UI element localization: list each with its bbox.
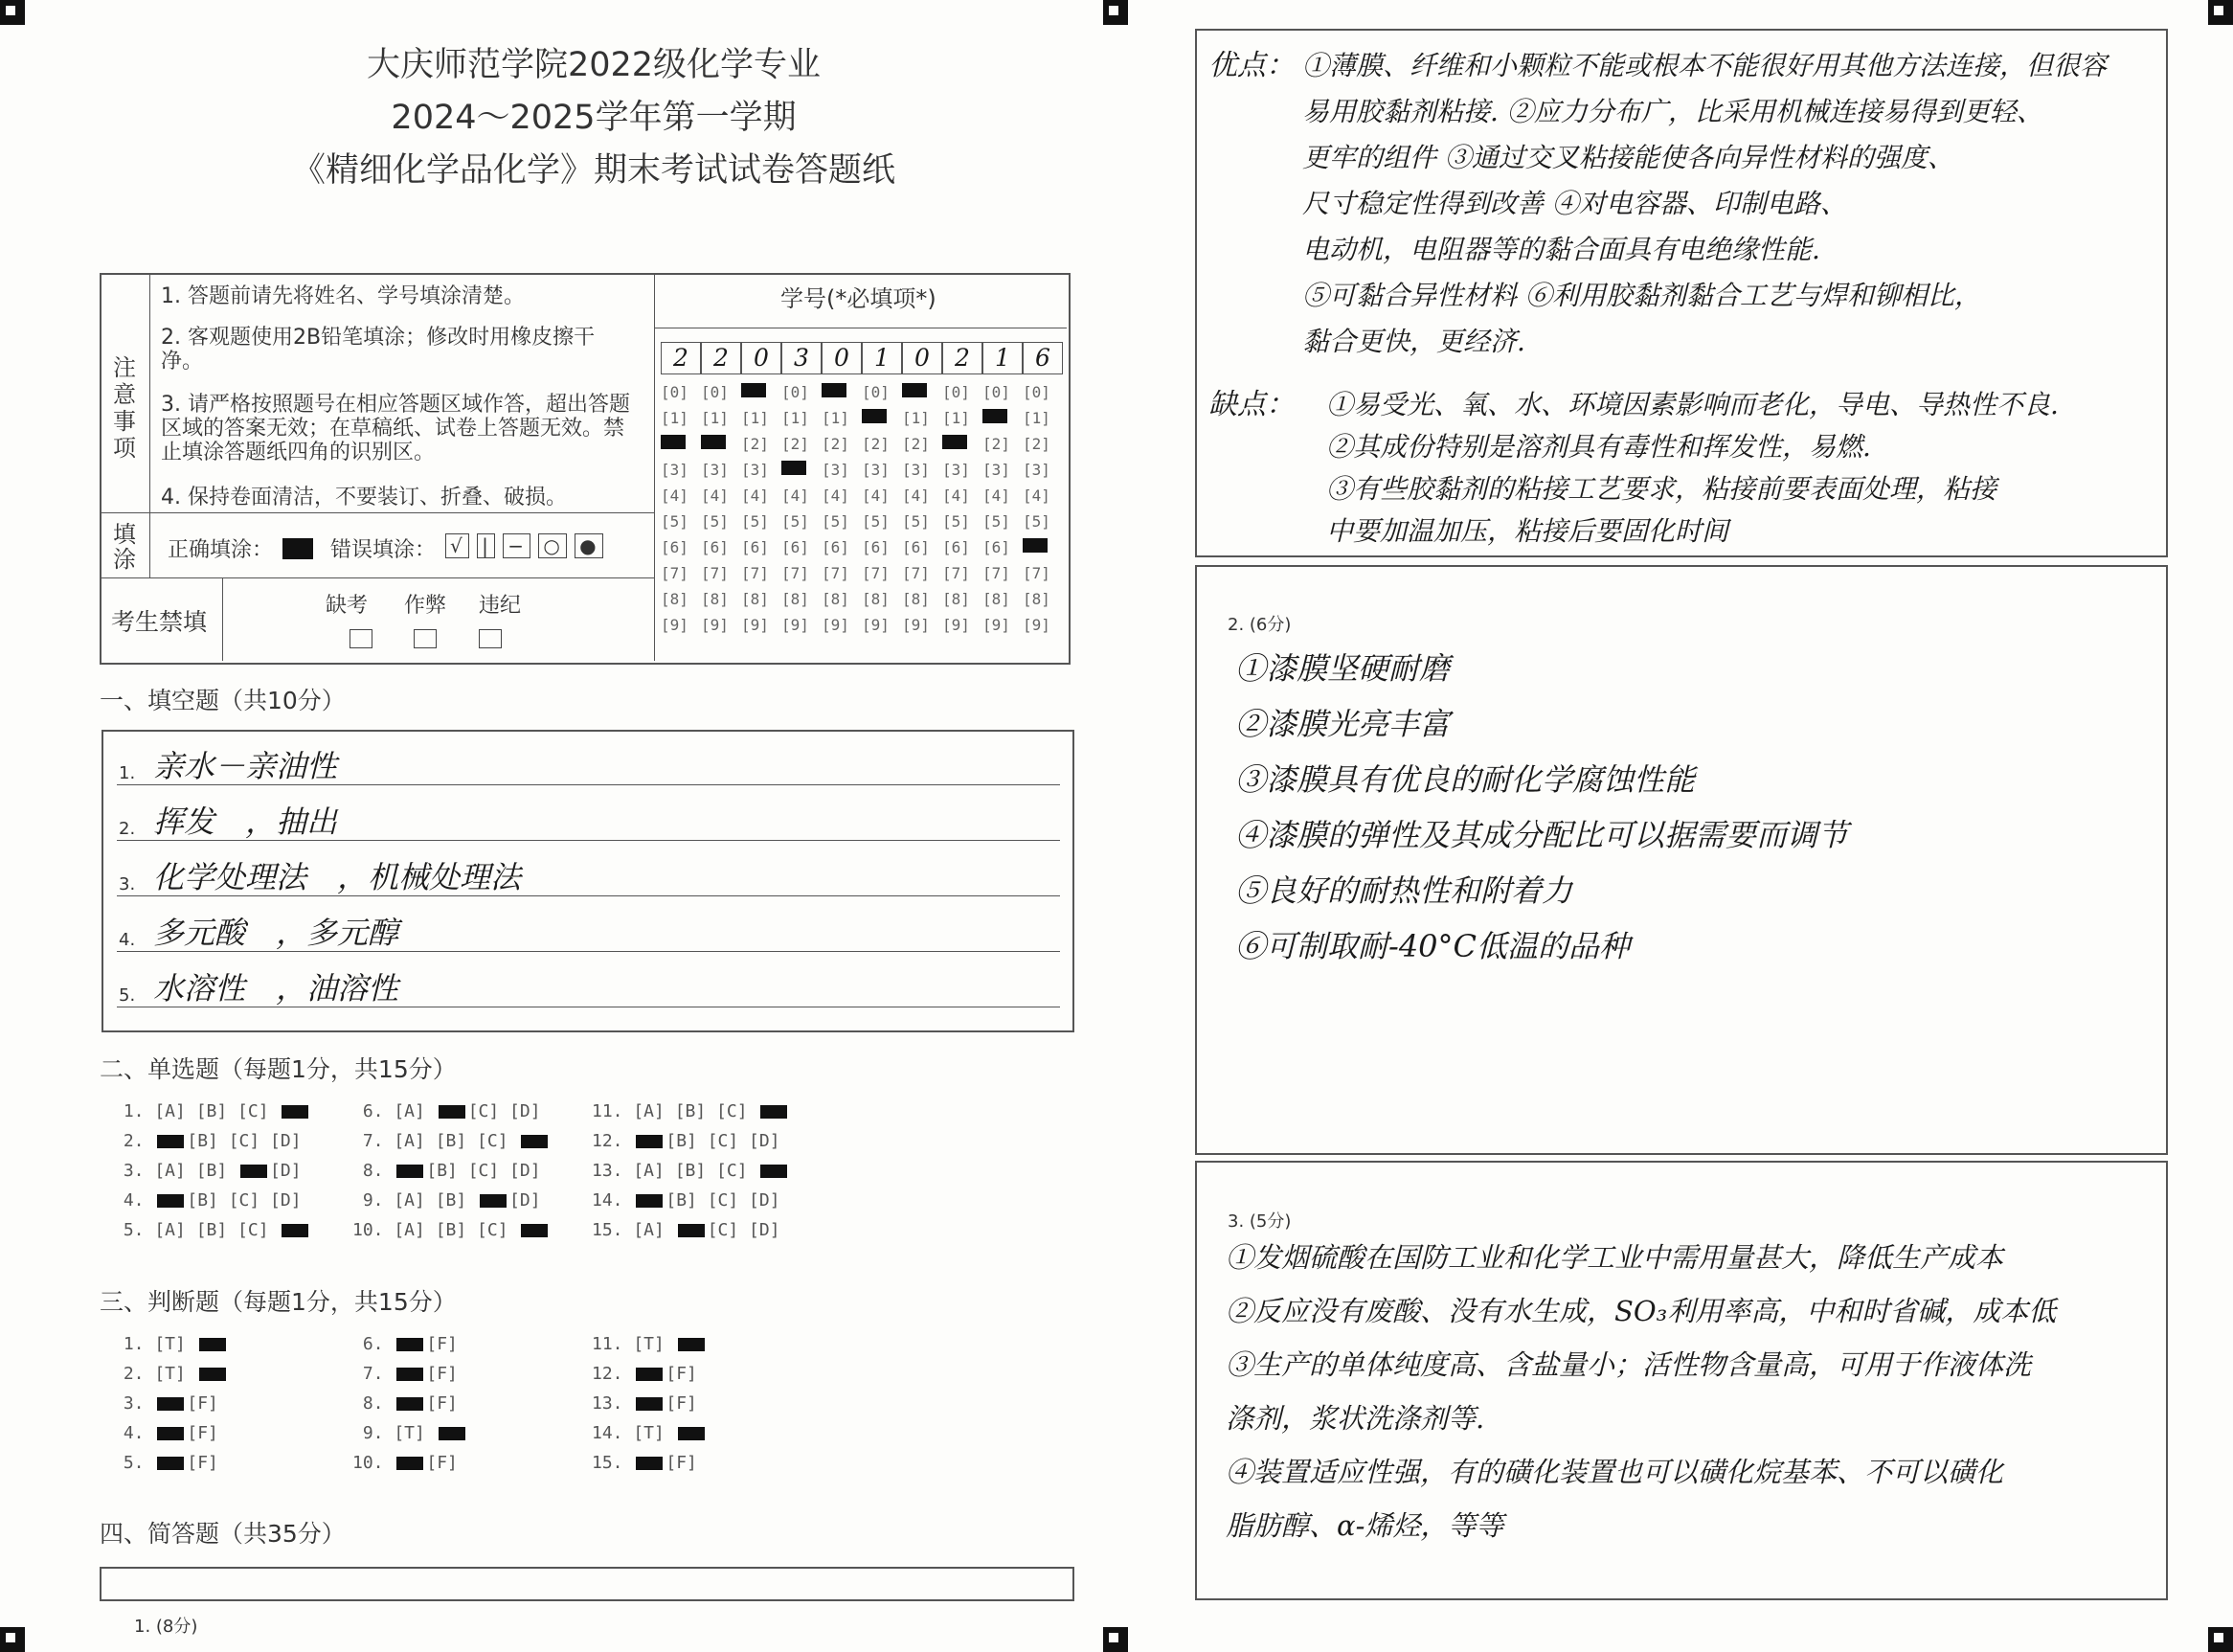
student-id-bubble[interactable]: [7]: [1023, 564, 1050, 582]
student-id-bubble[interactable]: [7]: [661, 564, 688, 582]
section4-title: 四、简答题（共35分）: [100, 1520, 346, 1548]
correct-fill-label: 正确填涂：: [168, 538, 274, 562]
student-id-bubble[interactable]: [8]: [982, 590, 1010, 608]
student-id-digit: 1: [862, 342, 902, 374]
student-id-bubble[interactable]: [7]: [741, 564, 769, 582]
student-id-bubble[interactable]: [6]: [942, 538, 970, 556]
ban-checkbox-absent[interactable]: [350, 629, 372, 648]
section3-title: 三、判断题（每题1分，共15分）: [100, 1288, 457, 1316]
mcq-item[interactable]: 12. [B] [C] [D]: [592, 1131, 791, 1151]
student-id-bubble[interactable]: [7]: [862, 564, 890, 582]
student-id-bubble[interactable]: [7]: [781, 564, 809, 582]
student-id-bubble[interactable]: [4]: [862, 487, 890, 505]
mcq-item[interactable]: 14. [B] [C] [D]: [592, 1190, 791, 1211]
student-id-digit: 0: [741, 342, 781, 374]
fill-label: 填涂: [113, 521, 136, 573]
student-id-bubble[interactable]: [4]: [661, 487, 688, 505]
notice-item-4: 4. 保持卷面清洁，不要装订、折叠、破损。: [161, 486, 567, 509]
pros-line: 黏合更快，更经济.: [1302, 326, 1525, 357]
student-id-bubble[interactable]: [4]: [1023, 487, 1050, 505]
student-id-digit: 2: [661, 342, 701, 374]
student-id-bubble[interactable]: [6]: [862, 538, 890, 556]
mcq-item[interactable]: 13. [A] [B] [C]: [592, 1161, 790, 1181]
tf-item[interactable]: 5. [F]: [113, 1453, 229, 1473]
student-id-bubble[interactable]: [9]: [741, 616, 769, 634]
cons-line: ①易受光、氧、水、环境因素影响而老化，导电、导热性不良.: [1326, 389, 2059, 420]
pros-line: 电动机，电阻器等的黏合面具有电绝缘性能.: [1302, 234, 1820, 265]
student-id-bubble[interactable]: [8]: [902, 590, 930, 608]
student-id-bubble[interactable]: [2]: [1023, 435, 1050, 453]
notice-item-2: 2. 客观题使用2B铅笔填涂；修改时用橡皮擦干净。: [161, 326, 596, 373]
q3-answer-line: 脂肪醇、α-烯烃，等等: [1226, 1509, 1504, 1542]
mcq-item[interactable]: 4. [B] [C] [D]: [113, 1190, 312, 1211]
student-id-bubble[interactable]: [4]: [942, 487, 970, 505]
blank-line: [117, 951, 1060, 952]
pros-label: 优点：: [1208, 49, 1295, 82]
student-id-bubble[interactable]: [2]: [862, 435, 890, 453]
q3-answer-line: ①发烟硫酸在国防工业和化学工业中需用量甚大，降低生产成本: [1226, 1241, 2004, 1274]
student-id-bubble[interactable]: [2]: [781, 435, 809, 453]
tf-item[interactable]: 12. [F]: [592, 1364, 708, 1384]
ban-label: 考生禁填: [111, 608, 208, 636]
mcq-item[interactable]: 7. [A] [B] [C]: [352, 1131, 551, 1151]
student-id-bubble[interactable]: [7]: [982, 564, 1010, 582]
blank-answer: 亲水－亲油性: [153, 748, 338, 784]
mcq-item[interactable]: 2. [B] [C] [D]: [113, 1131, 312, 1151]
blank-answer: 水溶性 ，油溶性: [153, 970, 399, 1007]
mcq-item[interactable]: 8. [B] [C] [D]: [352, 1161, 552, 1181]
student-id-bubble[interactable]: [8]: [1023, 590, 1050, 608]
tf-item[interactable]: 7. [F]: [352, 1364, 468, 1384]
tf-item[interactable]: 11. [T]: [592, 1334, 708, 1354]
student-id-bubble[interactable]: [4]: [982, 487, 1010, 505]
corner-marker-bm: [1103, 1627, 1128, 1652]
mcq-item[interactable]: 9. [A] [B] [D]: [352, 1190, 552, 1211]
student-id-bubble[interactable]: [781, 461, 806, 479]
corner-marker-tr: [2208, 0, 2233, 25]
q3-answer-line: ③生产的单体纯度高、含盐量小；活性物含量高，可用于作液体洗: [1226, 1348, 2032, 1381]
blank-number: 2.: [119, 819, 136, 839]
student-id-bubble[interactable]: [9]: [982, 616, 1010, 634]
student-id-bubble[interactable]: [3]: [701, 461, 729, 479]
blank-answer: 化学处理法 ，机械处理法: [153, 859, 522, 895]
student-id-bubble[interactable]: [6]: [661, 538, 688, 556]
student-id-bubble[interactable]: [5]: [701, 512, 729, 531]
header-line1: 大庆师范学院2022级化学专业: [366, 46, 822, 84]
section1-title: 一、填空题（共10分）: [100, 687, 346, 714]
student-id-bubble[interactable]: [4]: [902, 487, 930, 505]
student-id-bubble[interactable]: [0]: [942, 383, 970, 401]
student-id-bubble[interactable]: [3]: [661, 461, 688, 479]
q2-label: 2. (6分): [1228, 615, 1292, 635]
q2-answer-line: ④漆膜的弹性及其成分配比可以据需要而调节: [1235, 817, 1849, 853]
student-id-bubble[interactable]: [4]: [822, 487, 849, 505]
blank-number: 1.: [119, 763, 136, 783]
ban-checkbox-violation[interactable]: [479, 629, 502, 648]
blank-answer: 多元酸 ，多元醇: [153, 915, 399, 951]
student-id-bubble[interactable]: [1]: [902, 409, 930, 427]
student-id-bubble[interactable]: [8]: [701, 590, 729, 608]
ban-item-absent: 缺考: [326, 594, 369, 618]
tf-item[interactable]: 9. [T]: [352, 1423, 468, 1443]
correct-fill-sample: [282, 538, 313, 559]
student-id-bubble[interactable]: [2]: [982, 435, 1010, 453]
student-id-bubble[interactable]: [7]: [902, 564, 930, 582]
student-id-bubble[interactable]: [9]: [942, 616, 970, 634]
mcq-item[interactable]: 3. [A] [B] [D]: [113, 1161, 312, 1181]
blank-line: [117, 784, 1060, 785]
student-id-bubble[interactable]: [862, 409, 887, 427]
student-id-bubble[interactable]: [6]: [741, 538, 769, 556]
pros-line: ⑤可黏合异性材料 ⑥利用胶黏剂黏合工艺与焊和铆相比，: [1302, 280, 1981, 311]
ban-item-cheat: 作弊: [404, 594, 447, 618]
student-id-bubble[interactable]: [701, 435, 726, 453]
student-id-bubble[interactable]: [1]: [701, 409, 729, 427]
student-id-bubble[interactable]: [0]: [1023, 383, 1050, 401]
student-id-bubble[interactable]: [1]: [781, 409, 809, 427]
student-id-bubble[interactable]: [6]: [781, 538, 809, 556]
pros-line: 易用胶黏剂粘接. ②应力分布广，比采用机械连接易得到更轻、: [1302, 96, 2043, 127]
mcq-item[interactable]: 15. [A] [C] [D]: [592, 1220, 791, 1240]
corner-marker-tm: [1103, 0, 1128, 25]
q2-answer-line: ③漆膜具有优良的耐化学腐蚀性能: [1235, 761, 1696, 798]
student-id-bubble[interactable]: [2]: [741, 435, 769, 453]
student-id-bubble[interactable]: [8]: [781, 590, 809, 608]
student-id-bubble[interactable]: [661, 435, 686, 453]
page-title: 《精细化学品化学》期末考试试卷答题纸: [291, 151, 895, 190]
ban-checkbox-cheat[interactable]: [414, 629, 437, 648]
mcq-item[interactable]: 10. [A] [B] [C]: [352, 1220, 551, 1240]
student-id-bubble[interactable]: [8]: [661, 590, 688, 608]
q2-answer-line: ①漆膜坚硬耐磨: [1235, 650, 1451, 687]
q2-answer-line: ⑤良好的耐热性和附着力: [1235, 872, 1573, 909]
mcq-item[interactable]: 5. [A] [B] [C]: [113, 1220, 311, 1240]
student-id-bubble[interactable]: [1]: [1023, 409, 1050, 427]
student-id-bubble[interactable]: [5]: [1023, 512, 1050, 531]
q1-label: 1. (8分): [134, 1617, 198, 1637]
corner-marker-bl: [0, 1627, 25, 1652]
mcq-item[interactable]: 1. [A] [B] [C]: [113, 1101, 311, 1121]
blank-line: [117, 840, 1060, 841]
tf-item[interactable]: 10. [F]: [352, 1453, 468, 1473]
q3-label: 3. (5分): [1228, 1211, 1292, 1232]
q1-header-box: [100, 1567, 1074, 1601]
student-id-bubble[interactable]: [5]: [741, 512, 769, 531]
student-id-bubble[interactable]: [8]: [862, 590, 890, 608]
header-line2: 2024～2025学年第一学期: [391, 99, 797, 137]
student-id-digit: 6: [1023, 342, 1063, 374]
student-id-digit: 1: [982, 342, 1023, 374]
notice-label: 注意事项: [113, 354, 136, 462]
tf-item[interactable]: 2. [T]: [113, 1364, 229, 1384]
student-id-bubble[interactable]: [822, 383, 846, 401]
section2-title: 二、单选题（每题1分，共15分）: [100, 1055, 457, 1083]
student-id-bubble[interactable]: [4]: [741, 487, 769, 505]
student-id-bubble[interactable]: [3]: [1023, 461, 1050, 479]
pros-line: 尺寸稳定性得到改善 ④对电容器、印制电路、: [1302, 188, 1847, 219]
student-id-digit: 2: [701, 342, 741, 374]
student-id-bubble[interactable]: [942, 435, 967, 453]
student-id-bubble[interactable]: [3]: [741, 461, 769, 479]
student-id-bubble[interactable]: [0]: [781, 383, 809, 401]
student-id-bubble[interactable]: [2]: [902, 435, 930, 453]
student-id-bubble[interactable]: [3]: [982, 461, 1010, 479]
student-id-bubble[interactable]: [6]: [982, 538, 1010, 556]
student-id-bubble[interactable]: [2]: [822, 435, 849, 453]
pros-line: 更牢的组件 ③通过交叉粘接能使各向异性材料的强度、: [1302, 142, 1954, 173]
blank-number: 5.: [119, 985, 136, 1006]
tf-item[interactable]: 8. [F]: [352, 1393, 468, 1414]
student-id-bubble[interactable]: [3]: [822, 461, 849, 479]
student-id-bubble[interactable]: [8]: [741, 590, 769, 608]
mcq-item[interactable]: 6. [A] [C] [D]: [352, 1101, 552, 1121]
student-id-bubble[interactable]: [5]: [822, 512, 849, 531]
student-id-bubble[interactable]: [6]: [822, 538, 849, 556]
student-id-bubble[interactable]: [3]: [902, 461, 930, 479]
student-id-bubble[interactable]: [6]: [701, 538, 729, 556]
student-id-bubble[interactable]: [7]: [942, 564, 970, 582]
tf-item[interactable]: 6. [F]: [352, 1334, 468, 1354]
corner-marker-tl: [0, 0, 25, 25]
student-id-bubble[interactable]: [0]: [701, 383, 729, 401]
student-id-bubble[interactable]: [9]: [781, 616, 809, 634]
cons-line: ③有些胶黏剂的粘接工艺要求，粘接前要表面处理，粘接: [1326, 473, 1997, 505]
q2-answer-line: ⑥可制取耐-40°C低温的品种: [1235, 928, 1631, 964]
student-id-bubble[interactable]: [3]: [862, 461, 890, 479]
q3-answer-line: ④装置适应性强，有的磺化装置也可以磺化烷基苯、不可以磺化: [1226, 1456, 2004, 1488]
student-id-bubble[interactable]: [6]: [902, 538, 930, 556]
student-id-bubble[interactable]: [1]: [822, 409, 849, 427]
q3-answer-line: ②反应没有废酸、没有水生成，SO₃利用率高，中和时省碱，成本低: [1226, 1295, 2057, 1327]
wrong-fill-samples: √ | − ○ ●: [445, 534, 603, 558]
notice-item-3: 3. 请严格按照题号在相应答题区域作答，超出答题区域的答案无效；在草稿纸、试卷上答题无效。禁止填涂答题纸四角的识别区。: [161, 393, 630, 464]
cons-line: 中要加温加压，粘接后要固化时间: [1326, 515, 1729, 547]
student-id-digit: 0: [822, 342, 862, 374]
mcq-item[interactable]: 11. [A] [B] [C]: [592, 1101, 790, 1121]
blank-line: [117, 895, 1060, 896]
pros-line: ①薄膜、纤维和小颗粒不能或根本不能很好用其他方法连接，但很容: [1302, 50, 2108, 81]
student-id-bubble[interactable]: [7]: [701, 564, 729, 582]
student-id-label: 学号(*必填项*): [780, 285, 936, 312]
tf-item[interactable]: 13. [F]: [592, 1393, 708, 1414]
student-id-bubble[interactable]: [741, 383, 766, 401]
student-id-digit: 0: [902, 342, 942, 374]
student-id-bubble[interactable]: [5]: [862, 512, 890, 531]
student-id-bubble[interactable]: [5]: [661, 512, 688, 531]
student-id-bubble[interactable]: [8]: [942, 590, 970, 608]
student-id-digit: 2: [942, 342, 982, 374]
student-id-bubble[interactable]: [5]: [781, 512, 809, 531]
q2-answer-line: ②漆膜光亮丰富: [1235, 706, 1451, 742]
student-id-bubble[interactable]: [9]: [902, 616, 930, 634]
student-id-bubble[interactable]: [0]: [661, 383, 688, 401]
blank-number: 3.: [119, 874, 136, 894]
q3-answer-line: 涤剂，浆状洗涤剂等.: [1226, 1402, 1485, 1435]
student-id-bubble[interactable]: [5]: [902, 512, 930, 531]
tf-item[interactable]: 14. [T]: [592, 1423, 708, 1443]
student-id-bubble[interactable]: [4]: [701, 487, 729, 505]
student-id-bubble[interactable]: [0]: [862, 383, 890, 401]
student-id-bubble[interactable]: [8]: [822, 590, 849, 608]
blank-number: 4.: [119, 930, 136, 950]
student-id-bubble[interactable]: [0]: [982, 383, 1010, 401]
cons-line: ②其成份特别是溶剂具有毒性和挥发性，易燃.: [1326, 431, 1871, 463]
student-id-bubble[interactable]: [982, 409, 1007, 427]
student-id-bubble[interactable]: [5]: [942, 512, 970, 531]
student-id-bubble[interactable]: [5]: [982, 512, 1010, 531]
tf-item[interactable]: 15. [F]: [592, 1453, 708, 1473]
cons-label: 缺点：: [1208, 388, 1295, 421]
corner-marker-br: [2208, 1627, 2233, 1652]
ban-item-violation: 违纪: [479, 594, 522, 618]
notice-item-1: 1. 答题前请先将姓名、学号填涂清楚。: [161, 284, 525, 308]
student-id-bubble[interactable]: [3]: [942, 461, 970, 479]
tf-item[interactable]: 4. [F]: [113, 1423, 229, 1443]
student-id-bubble[interactable]: [9]: [701, 616, 729, 634]
student-id-bubble[interactable]: [1]: [741, 409, 769, 427]
student-id-bubble[interactable]: [9]: [822, 616, 849, 634]
student-id-bubble[interactable]: [9]: [661, 616, 688, 634]
student-id-bubble[interactable]: [902, 383, 927, 401]
tf-item[interactable]: 3. [F]: [113, 1393, 229, 1414]
wrong-fill-label: 错误填涂：: [330, 538, 437, 562]
student-id-bubble[interactable]: [7]: [822, 564, 849, 582]
student-id-bubble[interactable]: [1]: [661, 409, 688, 427]
student-id-bubble[interactable]: [1]: [942, 409, 970, 427]
student-id-bubble[interactable]: [9]: [1023, 616, 1050, 634]
tf-item[interactable]: 1. [T]: [113, 1334, 229, 1354]
student-id-bubble[interactable]: [4]: [781, 487, 809, 505]
student-id-digit: 3: [781, 342, 822, 374]
student-id-bubble[interactable]: [9]: [862, 616, 890, 634]
blank-answer: 挥发 ，抽出: [153, 803, 338, 840]
student-id-bubble[interactable]: [1023, 538, 1048, 556]
